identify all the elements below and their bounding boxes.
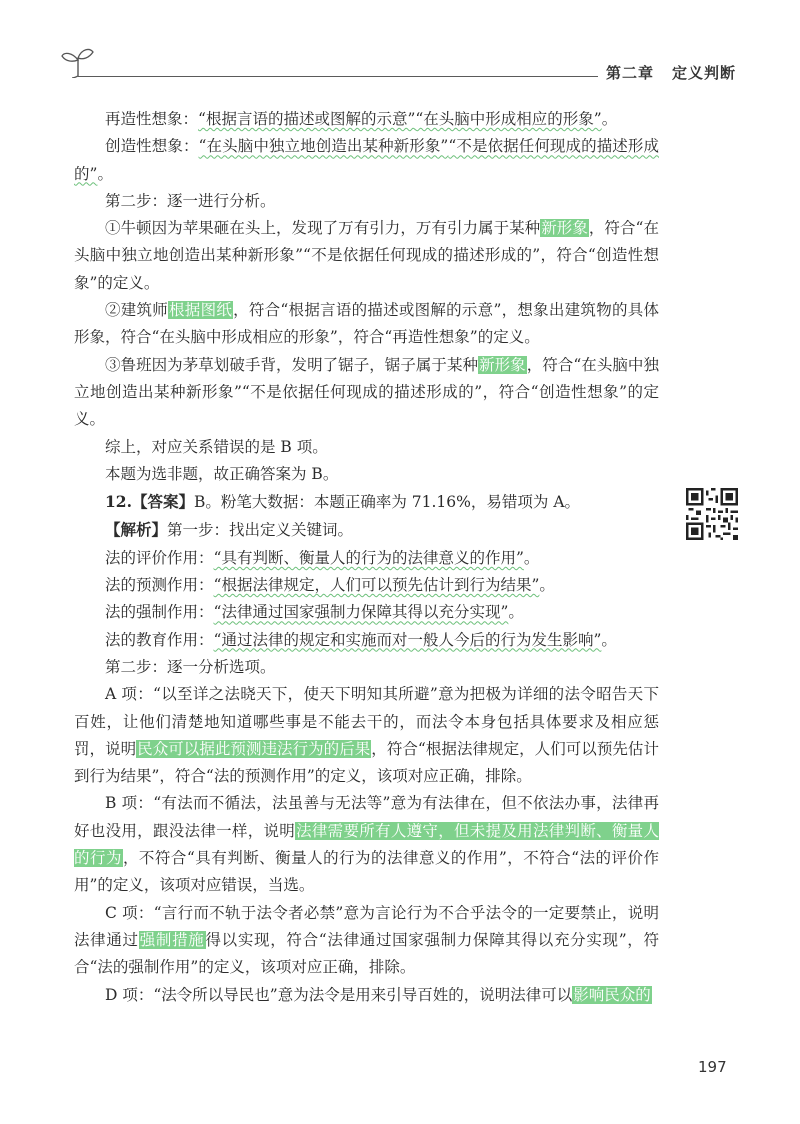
paragraph-prediction-function: 法的预测作用：“根据法律规定，人们可以预先估计到行为结果”。	[105, 576, 555, 595]
paragraph-summary: 综上，对应关系错误的是 B 项。	[105, 437, 328, 456]
paragraph-evaluation-function: 法的评价作用：“具有判断、衡量人的行为的法律意义的作用”。	[105, 548, 540, 567]
paragraph-answer-11: 本题为选非题，故正确答案为 B。	[105, 464, 339, 483]
paragraph-option-d: D 项：“法令所以导民也”意为法令是用来引导百姓的，说明法律可以影响民众的	[105, 985, 651, 1004]
paragraph-education-function: 法的教育作用：“通过法律的规定和实施而对一般人今后的行为发生影响”。	[105, 630, 617, 649]
page-body	[74, 106, 659, 1009]
highlight: 影响民众的	[573, 985, 651, 1004]
paragraph-answer-12: 12.【答案】B。粉笔大数据：本题正确率为 71.16%，易错项为 A。	[105, 492, 581, 512]
paragraph-option-c: C 项：“言行而不轨于法令者必禁”意为言论行为不合乎法令的一定要禁止，说明法律通过强制措施得以实现，符合“法律通过国家强制力保障其得以充分实现”，符合“法的强制作用”的定义，该项对应正确，排除。	[74, 903, 659, 977]
sprout-icon	[58, 44, 98, 78]
paragraph-architect: ②建筑师根据图纸，符合“根据言语的描述或图解的示意”，想象出建筑物的具体形象，符合“在头脑中形成相应的形象”，符合“再造性想象”的定义。	[74, 301, 659, 347]
paragraph-step-two: 第二步：逐一进行分析。	[105, 191, 276, 210]
highlight: 新形象	[479, 355, 526, 374]
paragraph-option-a: A 项：“以至详之法晓天下，使天下明知其所避”意为把极为详细的法令昭告天下百姓，让他们清楚地知道哪些事是不能去干的，而法令本身包括具体要求及相应惩罚，说明民众可以据此预测违法行为的后果，符合“根据法律规定，人们可以预先估计到行为结果”，符合“法的预测作用”的定义，该项对应正确，排除。	[74, 685, 659, 786]
highlight: 新形象	[541, 219, 588, 238]
paragraph-newton: ①牛顿因为苹果砸在头上，发现了万有引力，万有引力属于某种新形象，符合“在头脑中独立地创造出某种新形象”“不是依据任何现成的描述形成的”，符合“创造性想象”的定义。	[74, 219, 659, 292]
page-number: 197	[698, 1058, 727, 1076]
paragraph-step-two-options: 第二步：逐一分析选项。	[105, 657, 276, 676]
paragraph-option-b: B 项：“有法而不循法，法虽善与无法等”意为有法律在，但不依法办事，法律再好也没用，跟没法律一样，说明法律需要所有人遵守，但未提及用法律判断、衡量人的行为，不符合“具有判断、衡量人的行为的法律意义的作用”，不符合“法的评价作用”的定义，该项对应错误，当选。	[74, 794, 659, 895]
highlight: 强制措施	[139, 930, 205, 949]
paragraph-lu-ban: ③鲁班因为茅草划破手背，发明了锯子，锯子属于某种新形象，符合“在头脑中独立地创造出某种新形象”“不是依据任何现成的描述形成的”，符合“创造性想象”的定义。	[74, 355, 659, 429]
paragraph-reproductive-imagination: 再造性想象：“根据言语的描述或图解的示意”“在头脑中形成相应的形象”。	[105, 110, 618, 128]
page-header	[0, 0, 800, 90]
paragraph-coercion-function: 法的强制作用：“法律通过国家强制力保障其得以充分实现”。	[105, 603, 524, 622]
chapter-number: 第二章	[606, 64, 655, 82]
qr-code-icon[interactable]	[686, 488, 738, 540]
highlight: 法律需要所有人遵守，但未提及用法律判断、衡量人的行为	[74, 821, 659, 868]
highlight: 民众可以据此预测违法行为的后果	[137, 739, 371, 758]
paragraph-creative-imagination: 创造性想象：“在头脑中独立地创造出某种新形象”“不是依据任何现成的描述形成的”。	[74, 137, 659, 183]
header-rule	[78, 76, 598, 77]
paragraph-analysis: 【解析】第一步：找出定义关键词。	[105, 520, 354, 540]
highlight: 根据图纸	[169, 301, 233, 320]
chapter-title: 定义判断	[672, 64, 737, 82]
